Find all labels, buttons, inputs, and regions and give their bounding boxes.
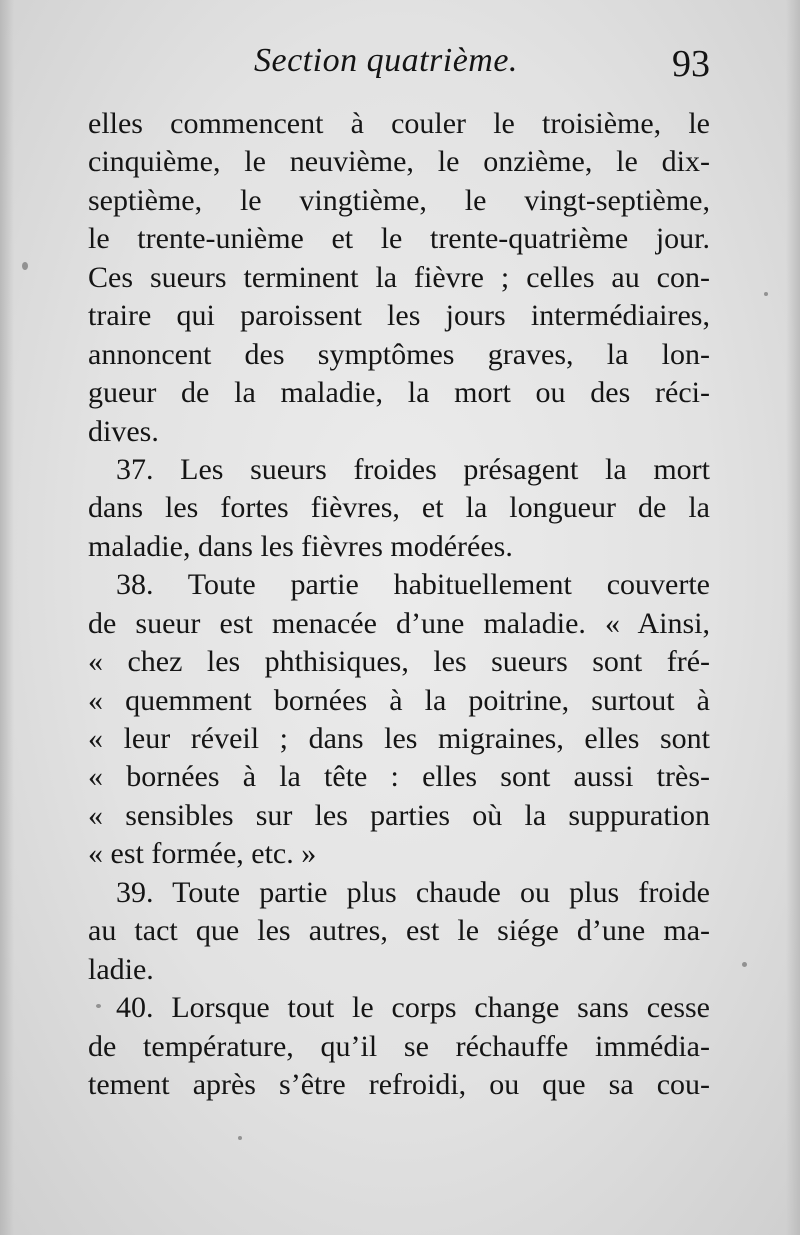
quoted-line: « bornées à la tête : elles sont aussi très- xyxy=(88,760,710,794)
quoted-line: « chez les phthisiques, les sueurs sont fré- xyxy=(88,645,710,679)
text-line: Ces sueurs terminent la fièvre ; celles au con- xyxy=(88,260,710,294)
page-edge-shadow-left xyxy=(0,0,14,1235)
paper-speck xyxy=(22,262,28,270)
text-line: annoncent des symptômes graves, la lon- xyxy=(88,337,710,371)
quoted-line: « leur réveil ; dans les migraines, elles sont xyxy=(88,722,710,755)
page-number: 93 xyxy=(672,43,710,85)
section-title: Section quatrième. xyxy=(254,42,518,79)
quoted-line: « sensibles sur les parties où la suppuration xyxy=(88,798,710,832)
paper-speck xyxy=(96,1004,101,1008)
text-line: ladie. xyxy=(88,952,154,986)
text-line: au tact que les autres, est le siége d’une ma- xyxy=(88,914,710,948)
text-line: cinquième, le neuvième, le onzième, le dix- xyxy=(88,145,710,179)
paragraph-37-first-line: 37. Les sueurs froides présagent la mort xyxy=(116,452,710,486)
body-text xyxy=(88,105,710,1104)
quoted-line: « est formée, etc. » xyxy=(88,837,317,871)
text-line: elles commencent à couler le troisième, le xyxy=(88,107,710,140)
paper-speck xyxy=(742,962,747,967)
paper-speck xyxy=(238,1136,242,1140)
paper-speck xyxy=(764,292,768,296)
text-line: de sueur est menacée d’une maladie. « Ainsi, xyxy=(88,606,710,640)
text-line: tement après s’être refroidi, ou que sa cou- xyxy=(88,1067,710,1101)
text-line: maladie, dans les fièvres modérées. xyxy=(88,529,513,563)
running-head xyxy=(88,42,710,90)
text-line: dives. xyxy=(88,414,159,448)
paragraph-40-first-line: 40. Lorsque tout le corps change sans cesse xyxy=(116,991,710,1025)
quoted-line: « quemment bornées à la poitrine, surtout à xyxy=(88,683,710,717)
text-line: dans les fortes fièvres, et la longueur de la xyxy=(88,491,710,525)
text-line: septième, le vingtième, le vingt-septième, xyxy=(88,183,710,217)
text-line: le trente-unième et le trente-quatrième jour. xyxy=(88,222,710,256)
paragraph-39-first-line: 39. Toute partie plus chaude ou plus froide xyxy=(116,875,710,909)
paragraph-38-first-line: 38. Toute partie habituellement couverte xyxy=(116,568,710,602)
text-line: gueur de la maladie, la mort ou des réci- xyxy=(88,376,710,410)
page-edge-shadow-right xyxy=(786,0,800,1235)
text-line: de température, qu’il se réchauffe immédia- xyxy=(88,1029,710,1063)
text-line: traire qui paroissent les jours intermédiaires, xyxy=(88,299,710,333)
